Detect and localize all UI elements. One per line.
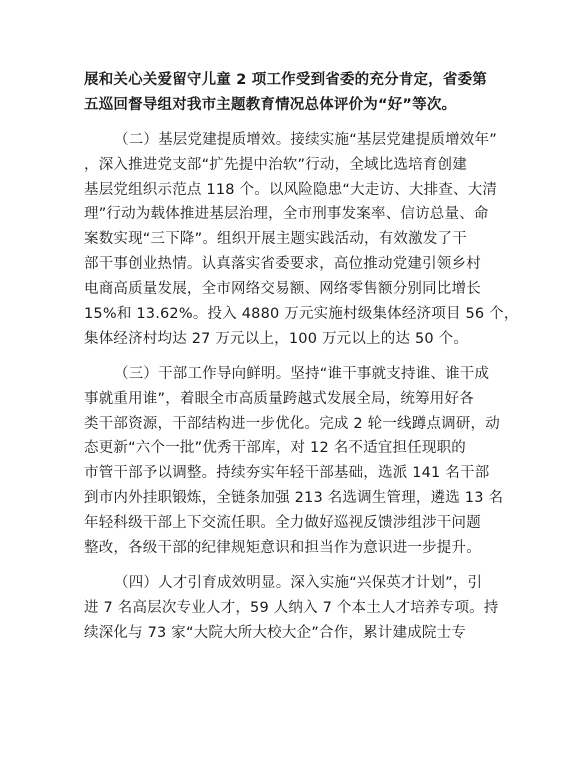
text-line: 续深化与 73 家“大院大所大校大企”合作，累计建成院士专: [84, 624, 466, 641]
paragraph-gap: [84, 352, 504, 362]
text-line: 15%和 13.62%。投入 4880 万元实施村级集体经济项目 56 个，: [84, 306, 519, 323]
text-line: 理”行动为载体推进基层治理，全市刑事发案率、信访总量、命: [84, 206, 489, 223]
text-line: 部干事创业热情。认真落实省委要求，高位推动党建引领乡村: [84, 256, 481, 273]
text-line: 电商高质量发展，全市网络交易额、网络零售额分别同比增长: [84, 281, 481, 298]
text-line: 整改，各级干部的纪律规矩意识和担当作为意识进一步提升。: [84, 540, 481, 557]
text-line: 展和关心关爱留守儿童 2 项工作受到省委的充分肯定，省委第: [84, 72, 487, 88]
text-line: 案数实现“三下降”。组织开展主题实践活动，有效激发了干: [84, 231, 467, 248]
paragraph-heading-line: （四）人才引育成效明显。深入实施“兴保英才计划”，引: [114, 574, 483, 591]
text-line: 五巡回督导组对我市主题教育情况总体评价为“好”等次。: [84, 96, 457, 113]
text-line: 到市内外挂职锻炼，全链条加强 213 名选调生管理，遴选 13 名: [84, 490, 504, 507]
text-line: 集体经济村均达 27 万元以上，100 万元以上的达 50 个。: [84, 330, 469, 347]
text-line: ，深入推进党支部“扩先提中治软”行动，全域比选培育创建: [84, 156, 467, 173]
paragraph-gap: [84, 561, 504, 571]
text-line: 年轻科级干部上下交流任职。全力做好巡视反馈涉组涉干问题: [84, 515, 481, 532]
text-line: 类干部资源，干部结构进一步优化。完成 2 轮一线蹲点调研，动: [84, 415, 500, 432]
text-line: 态更新“六个一批”优秀干部库，对 12 名不适宜担任现职的: [84, 440, 466, 457]
paragraph-heading-line: （三）干部工作导向鲜明。坚持“谁干事就支持谁、谁干成: [114, 365, 490, 382]
paragraph-gap: [84, 118, 504, 128]
text-line: 事就重用谁”，着眼全市高质量跨越式发展全局，统筹用好各: [84, 390, 474, 407]
text-line: 市管干部予以调整。持续夯实年轻干部基础，选派 141 名干部: [84, 465, 490, 482]
document-body: [84, 68, 519, 646]
paragraph-heading-line: （二）基层党建提质增效。接续实施“基层党建提质增效年”: [114, 131, 497, 148]
text-line: 基层党组织示范点 118 个。以风险隐患“大走访、大排查、大清: [84, 181, 498, 198]
text-line: 进 7 名高层次专业人才，59 人纳入 7 个本土人才培养专项。持: [84, 599, 499, 616]
